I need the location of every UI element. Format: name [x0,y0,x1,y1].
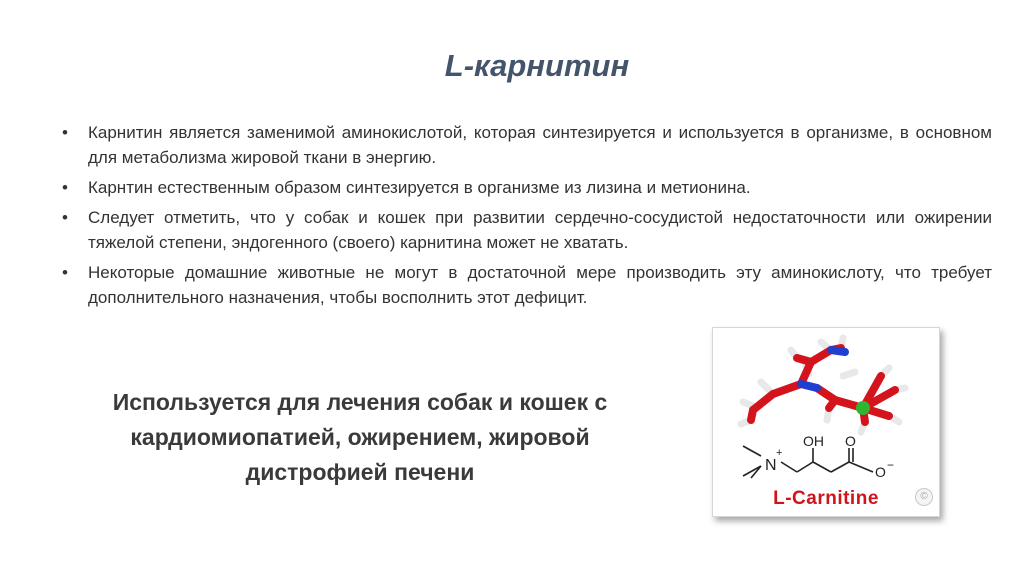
formula-nitrogen-label: N [765,457,777,474]
bullet-item [62,260,992,310]
bullet-item [62,120,992,170]
bullet-text: Карнтин естественным образом синтезируется в организме из лизина и метионина. [88,178,751,197]
bullet-marker: • [62,263,68,282]
formula-carbonyl-label: O [845,433,856,449]
bullet-marker: • [62,178,68,197]
bullet-marker: • [62,208,68,227]
bullet-marker: • [62,123,68,142]
formula-carboxylate-label: O [875,464,886,480]
molecule-caption: L-Carnitine [773,488,879,509]
bullet-item [62,205,992,255]
formula-minus-label: − [887,458,895,472]
formula-hydroxyl-label: OH [803,433,824,449]
bullet-text: Карнитин является заменимой аминокислотой, которая синтезируется и используется в организме, в основном для метаболизма жировой ткани в энергию. [88,123,992,167]
ball-and-stick-model [741,338,905,432]
slide-title: L-карнитин [444,48,630,83]
bullet-text: Некоторые домашние животные не могут в достаточной мере производить эту аминокислоту, что требует дополнительного назначения, чтобы восполнить этот дефицит. [88,263,992,307]
formula-plus-label: + [776,447,783,459]
carnitine-molecule-image [712,327,940,517]
bullet-text: Следует отметить, что у собак и кошек при развитии сердечно-сосудистой недостаточности или ожирении тяжелой степени, эндогенного (своего) карнитина может не хватать. [88,208,992,252]
bullet-list [62,120,992,315]
usage-statement: Используется для лечения собак и кошек с кардиомиопатией, ожирением, жировой дистрофией печени [112,389,608,485]
watermark-badge-icon: © [915,488,933,506]
skeletal-formula [743,446,873,478]
bullet-item [62,175,992,200]
